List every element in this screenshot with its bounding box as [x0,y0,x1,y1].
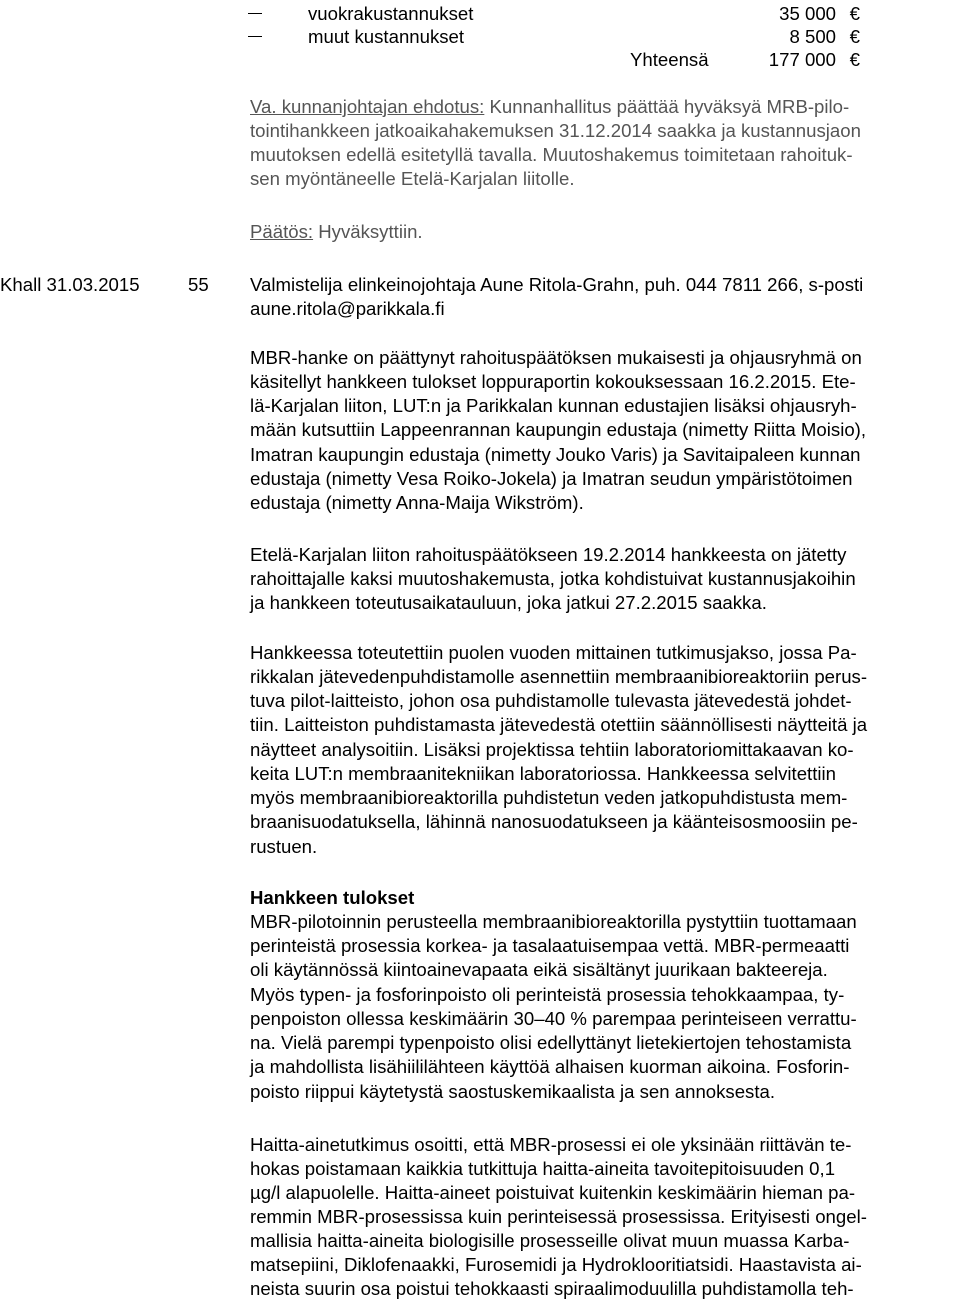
proposal-line [250,95,849,118]
paragraph-line: Hankkeessa toteutettiin puolen vuoden mittainen tutkimusjakso, jossa Pa- [250,642,857,663]
presenter-email: aune.ritola@parikkala.fi [250,298,445,319]
cost-total-row [600,48,860,72]
paragraph-line: Myös typen- ja fosforinpoisto oli perinteistä prosessia tehokkaampaa, ty- [250,984,845,1005]
cost-label: muut kustannukset [308,26,465,47]
total-value: 177 000 [768,49,836,70]
dash-bullet [248,36,262,37]
paragraph-line: tuva pilot-laitteisto, johon osa puhdistamolle tulevasta jätevedestä johdet- [250,690,852,711]
paragraph-line: rustuen. [250,836,318,857]
paragraph-line: µg/l alapuolelle. Haitta-aineet poistuivat kuitenkin keskimäärin hieman pa- [250,1182,856,1203]
paragraph-line: Imatran kaupungin edustaja (nimetty Jouko Varis) ja Savitaipaleen kunnan [250,444,861,465]
cost-value: 8 500 [789,26,836,47]
paragraph-line: matsepiini, Diklofenaakki, Furosemidi ja Hydroklooritiatsidi. Haastavista ai- [250,1254,862,1275]
cost-value: 35 000 [779,3,836,24]
presenter-line: Valmistelija elinkeinojohtaja Aune Ritola-Grahn, puh. 044 7811 266, s-posti [250,274,864,295]
euro-symbol: € [849,26,860,47]
section-number: 55 [188,274,209,295]
paragraph-line: mään kutsuttiin Lappeenrannan kaupungin edustaja (nimetty Riitta Moisio), [250,419,867,440]
meeting-reference: Khall 31.03.2015 [0,274,140,295]
results-heading: Hankkeen tulokset [250,887,415,908]
paragraph-line: näytteet analysoitiin. Lisäksi projektissa tehtiin laboratoriomittakaavan ko- [250,739,854,760]
decision-text: Hyväksyttiin. [313,221,423,242]
paragraph-line: mallisia haitta-aineita biologisille prosesseille olivat muun muassa Karba- [250,1230,850,1251]
total-label: Yhteensä [630,49,709,70]
paragraph-line: MBR-pilotoinnin perusteella membraanibioreaktorilla pystyttiin tuottamaan [250,911,857,932]
euro-symbol: € [849,3,860,24]
paragraph-line: penpoiston ollessa keskimäärin 30–40 % parempaa perinteiseen verrattu- [250,1008,857,1029]
paragraph-line: Haitta-ainetutkimus osoitti, että MBR-prosessi ei ole yksinään riittävän te- [250,1134,852,1155]
proposal-label: Va. kunnanjohtajan ehdotus: [250,96,485,117]
paragraph-line: hokas poistamaan kaikkia tutkittuja haitta-aineita tavoitepitoisuuden 0,1 [250,1158,836,1179]
paragraph-line: ja hankkeen toteutusaikatauluun, joka jatkui 27.2.2015 saakka. [250,592,767,613]
proposal-text: Kunnanhallitus päättää hyväksyä MRB-pilo- [484,96,850,117]
paragraph-line: poisto riippui käytetystä saostuskemikaalista ja sen annoksesta. [250,1081,776,1102]
paragraph-line: braanisuodatuksella, lähinnä nanosuodatukseen ja käänteisosmoosiin pe- [250,811,858,832]
paragraph-line: keita LUT:n membraanitekniikan laboratoriossa. Hankkeessa selvitettiin [250,763,836,784]
proposal-line: sen myöntäneelle Etelä-Karjalan liitolle. [250,168,575,189]
paragraph-line: myös membraanibioreaktorilla puhdistetun veden jatkopuhdistusta mem- [250,787,848,808]
euro-symbol: € [849,49,860,70]
decision-line [250,220,423,243]
paragraph-line: Etelä-Karjalan liiton rahoituspäätökseen 19.2.2014 hankkeesta on jätetty [250,544,847,565]
paragraph-line: MBR-hanke on päättynyt rahoituspäätöksen mukaisesti ja ohjausryhmä on [250,347,862,368]
paragraph-line: käsitellyt hankkeen tulokset loppuraportin kokouksessaan 16.2.2015. Ete- [250,371,856,392]
cost-row [248,25,860,49]
paragraph-line: perinteistä prosessia korkea- ja tasalaatuisempaa vettä. MBR-permeaatti [250,935,850,956]
dash-bullet [248,13,262,14]
cost-label: vuokrakustannukset [308,3,474,24]
paragraph-line: remmin MBR-prosessissa kuin perinteisessä prosessissa. Erityisesti ongel- [250,1206,867,1227]
paragraph-line: neista suurin osa poistui tehokkaasti spiraalimoduulilla puhdistamolla teh- [250,1278,854,1299]
cost-row [248,2,860,26]
paragraph-line: ja mahdollista lisähiililähteen käyttöä alhaisen kuorman aikoina. Fosforin- [250,1056,850,1077]
paragraph-line: edustaja (nimetty Anna-Maija Wikström). [250,492,584,513]
paragraph-line: na. Vielä parempi typenpoisto olisi edellyttänyt lietekiertojen tehostamista [250,1032,852,1053]
paragraph-line: rahoittajalle kaksi muutoshakemusta, jotka kohdistuivat kustannusjakoihin [250,568,856,589]
proposal-line: tointihankkeen jatkoaikahakemuksen 31.12.2014 saakka ja kustannusjaon [250,120,861,141]
paragraph-line: oli käytännössä kiintoainevapaata eikä sisältänyt juurikaan bakteereja. [250,959,828,980]
proposal-line: muutoksen edellä esitetyllä tavalla. Muutoshakemus toimitetaan rahoituk- [250,144,853,165]
paragraph-line: tiin. Laitteiston puhdistamasta jätevedestä otettiin säännöllisesti näytteitä ja [250,714,868,735]
paragraph-line: edustaja (nimetty Vesa Roiko-Jokela) ja Imatran seudun ympäristötoimen [250,468,853,489]
decision-label: Päätös: [250,221,314,242]
paragraph-line: rikkalan jätevedenpuhdistamolle asennettiin membraanibioreaktoriin perus- [250,666,868,687]
paragraph-line: lä-Karjalan liiton, LUT:n ja Parikkalan kunnan edustajien lisäksi ohjausryh- [250,395,857,416]
